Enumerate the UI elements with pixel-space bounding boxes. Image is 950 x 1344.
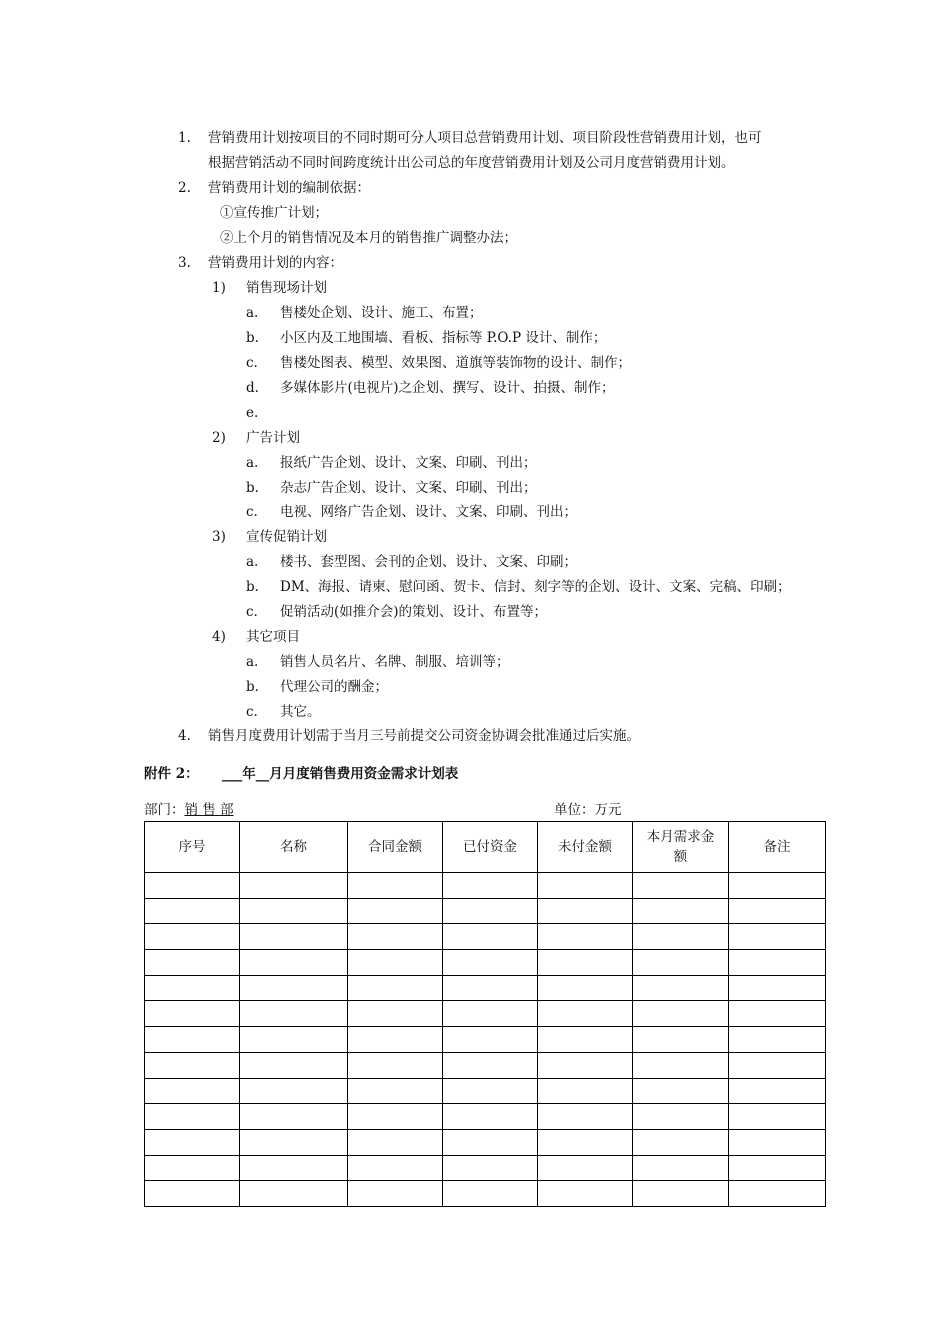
table-cell <box>145 898 240 924</box>
table-cell <box>240 1104 348 1130</box>
table-cell <box>145 873 240 899</box>
table-cell <box>145 1052 240 1078</box>
table-cell <box>538 950 633 976</box>
section-1-d-marker: d. <box>246 380 259 396</box>
table-cell <box>240 1001 348 1027</box>
section-4-title: 其它项目 <box>246 629 300 645</box>
table-cell <box>348 1027 443 1053</box>
table-cell <box>443 1129 538 1155</box>
table-cell <box>729 1155 826 1181</box>
section-3-title: 宣传促销计划 <box>246 529 327 545</box>
section-3-a-marker: a. <box>246 554 259 570</box>
header-serial: 序号 <box>145 822 240 873</box>
table-cell <box>633 1181 729 1207</box>
unit-label: 单位：万元 <box>554 802 622 818</box>
table-cell <box>538 1001 633 1027</box>
table-cell <box>240 898 348 924</box>
table-cell <box>240 1155 348 1181</box>
header-name: 名称 <box>240 822 348 873</box>
item-1-text-line1: 营销费用计划按项目的不同时期可分人项目总营销费用计划、项目阶段性营销费用计划，也可 <box>208 130 762 146</box>
table-cell <box>538 924 633 950</box>
table-cell <box>538 873 633 899</box>
table-cell <box>145 1104 240 1130</box>
table-row <box>145 924 826 950</box>
table-row <box>145 1078 826 1104</box>
header-contract-amount: 合同金额 <box>348 822 443 873</box>
section-3-b-marker: b. <box>246 579 259 595</box>
table-cell <box>729 975 826 1001</box>
department-line <box>144 801 234 819</box>
table-cell <box>145 1078 240 1104</box>
section-4-c-text: 其它。 <box>280 704 321 720</box>
table-cell <box>240 950 348 976</box>
table-cell <box>443 975 538 1001</box>
header-monthly-demand <box>633 822 729 873</box>
section-1-c-text: 售楼处图表、模型、效果图、道旗等装饰物的设计、制作； <box>280 355 631 371</box>
table-cell <box>145 950 240 976</box>
table-cell <box>633 950 729 976</box>
table-row <box>145 950 826 976</box>
item-4-number: 4. <box>178 728 191 744</box>
table-row <box>145 975 826 1001</box>
table-cell <box>145 1027 240 1053</box>
expense-plan-table <box>144 821 826 1207</box>
section-2-title: 广告计划 <box>246 430 300 446</box>
table-cell <box>633 975 729 1001</box>
table-cell <box>443 950 538 976</box>
table-cell <box>443 1027 538 1053</box>
table-cell <box>729 1181 826 1207</box>
table-cell <box>348 924 443 950</box>
table-cell <box>538 975 633 1001</box>
table-cell <box>538 1181 633 1207</box>
section-4-a-text: 销售人员名片、名牌、制服、培训等； <box>280 654 510 670</box>
table-cell <box>240 1027 348 1053</box>
table-cell <box>348 1155 443 1181</box>
table-cell <box>633 1027 729 1053</box>
section-1-c-marker: c. <box>246 355 258 371</box>
item-2-text: 营销费用计划的编制依据： <box>208 180 370 196</box>
table-cell <box>145 1181 240 1207</box>
table-cell <box>729 924 826 950</box>
section-1-b-text: 小区内及工地围墙、看板、指标等 P.O.P 设计、制作； <box>280 330 607 346</box>
table-cell <box>633 1155 729 1181</box>
table-cell <box>729 950 826 976</box>
table-cell <box>729 873 826 899</box>
section-1-title: 销售现场计划 <box>246 280 327 296</box>
section-1-a-marker: a. <box>246 305 259 321</box>
table-cell <box>443 1001 538 1027</box>
table-cell <box>240 975 348 1001</box>
table-cell <box>240 1129 348 1155</box>
section-2-c-marker: c. <box>246 504 258 520</box>
table-cell <box>348 975 443 1001</box>
table-cell <box>443 873 538 899</box>
item-3-number: 3. <box>178 255 191 271</box>
table-cell <box>240 1052 348 1078</box>
table-row <box>145 1104 826 1130</box>
table-cell <box>633 898 729 924</box>
table-row <box>145 1155 826 1181</box>
table-body <box>145 873 826 1207</box>
item-2-number: 2. <box>178 180 191 196</box>
section-2-b-text: 杂志广告企划、设计、文案、印刷、刊出； <box>280 480 537 496</box>
table-cell <box>348 1104 443 1130</box>
table-cell <box>633 1104 729 1130</box>
table-cell <box>145 1155 240 1181</box>
table-cell <box>443 1104 538 1130</box>
item-4-text: 销售月度费用计划需于当月三号前提交公司资金协调会批准通过后实施。 <box>208 728 640 744</box>
attachment-title <box>222 765 458 783</box>
item-2-basis-1: ①宣传推广计划； <box>220 205 328 221</box>
item-2-basis-2: ②上个月的销售情况及本月的销售推广调整办法； <box>220 230 517 246</box>
attachment-label: 附件 2： <box>144 766 199 782</box>
table-cell <box>538 898 633 924</box>
section-4-b-marker: b. <box>246 679 259 695</box>
table-cell <box>348 1181 443 1207</box>
section-1-e-marker: e. <box>246 405 259 421</box>
section-1-a-text: 售楼处企划、设计、施工、布置； <box>280 305 483 321</box>
table-cell <box>729 898 826 924</box>
table-cell <box>538 1027 633 1053</box>
title-text: 月月度销售费用资金需求计划表 <box>269 766 459 782</box>
table-cell <box>538 1078 633 1104</box>
table-row <box>145 873 826 899</box>
table-cell <box>145 975 240 1001</box>
table-cell <box>240 873 348 899</box>
section-2-a-marker: a. <box>246 455 259 471</box>
month-blank: __ <box>255 766 270 782</box>
department-label: 部门： <box>144 802 185 818</box>
section-4-number: 4) <box>212 629 226 645</box>
table-cell <box>443 1155 538 1181</box>
table-row <box>145 1129 826 1155</box>
table-cell <box>633 1001 729 1027</box>
table-cell <box>538 1129 633 1155</box>
table-cell <box>348 1052 443 1078</box>
section-2-c-text: 电视、网络广告企划、设计、文案、印刷、刊出； <box>280 504 577 520</box>
year-suffix: 年 <box>242 766 256 782</box>
table-cell <box>348 950 443 976</box>
table-cell <box>348 1078 443 1104</box>
item-3-text: 营销费用计划的内容： <box>208 255 343 271</box>
table-cell <box>348 1129 443 1155</box>
table-row <box>145 1001 826 1027</box>
table-header-row <box>145 822 826 873</box>
table-cell <box>348 898 443 924</box>
table-cell <box>633 924 729 950</box>
table-cell <box>443 1078 538 1104</box>
table-row <box>145 1181 826 1207</box>
header-paid-funds: 已付资金 <box>443 822 538 873</box>
section-4-b-text: 代理公司的酬金； <box>280 679 388 695</box>
table-cell <box>729 1001 826 1027</box>
header-unpaid-amount: 未付金额 <box>538 822 633 873</box>
item-1-number: 1. <box>178 130 191 146</box>
section-2-number: 2) <box>212 430 226 446</box>
header-monthly-demand-text: 本月需求金额 <box>646 829 715 865</box>
table-cell <box>729 1078 826 1104</box>
header-remarks: 备注 <box>729 822 826 873</box>
section-4-a-marker: a. <box>246 654 259 670</box>
department-value: 销 售 部 <box>184 802 234 818</box>
table-cell <box>443 1181 538 1207</box>
table-cell <box>633 873 729 899</box>
table-cell <box>538 1052 633 1078</box>
table-cell <box>729 1052 826 1078</box>
table-cell <box>240 924 348 950</box>
table-cell <box>633 1052 729 1078</box>
section-1-b-marker: b. <box>246 330 259 346</box>
table-cell <box>538 1155 633 1181</box>
table-cell <box>633 1078 729 1104</box>
table-cell <box>443 1052 538 1078</box>
table-row <box>145 898 826 924</box>
table-cell <box>538 1104 633 1130</box>
table-cell <box>240 1078 348 1104</box>
section-1-d-text: 多媒体影片(电视片)之企划、撰写、设计、拍摄、制作； <box>280 380 615 396</box>
section-3-a-text: 楼书、套型图、会刊的企划、设计、文案、印刷； <box>280 554 577 570</box>
item-1-text-line2: 根据营销活动不同时间跨度统计出公司总的年度营销费用计划及公司月度营销费用计划。 <box>208 155 735 171</box>
table-cell <box>348 1001 443 1027</box>
section-3-c-text: 促销活动(如推介会)的策划、设计、布置等； <box>280 604 548 620</box>
table-row <box>145 1027 826 1053</box>
table-cell <box>729 1104 826 1130</box>
table-cell <box>633 1129 729 1155</box>
table-cell <box>240 1181 348 1207</box>
table-cell <box>443 924 538 950</box>
table-cell <box>729 1129 826 1155</box>
section-2-a-text: 报纸广告企划、设计、文案、印刷、刊出； <box>280 455 537 471</box>
section-4-c-marker: c. <box>246 704 258 720</box>
table-cell <box>145 1001 240 1027</box>
year-blank: ___ <box>222 766 243 782</box>
table-cell <box>348 873 443 899</box>
section-1-number: 1) <box>212 280 226 296</box>
table-cell <box>145 1129 240 1155</box>
table-cell <box>443 898 538 924</box>
section-2-b-marker: b. <box>246 480 259 496</box>
table-row <box>145 1052 826 1078</box>
section-3-number: 3) <box>212 529 226 545</box>
section-3-c-marker: c. <box>246 604 258 620</box>
table-cell <box>145 924 240 950</box>
table-cell <box>729 1027 826 1053</box>
section-3-b-text: DM、海报、请柬、慰问函、贺卡、信封、刻字等的企划、设计、文案、完稿、印刷； <box>280 579 791 595</box>
